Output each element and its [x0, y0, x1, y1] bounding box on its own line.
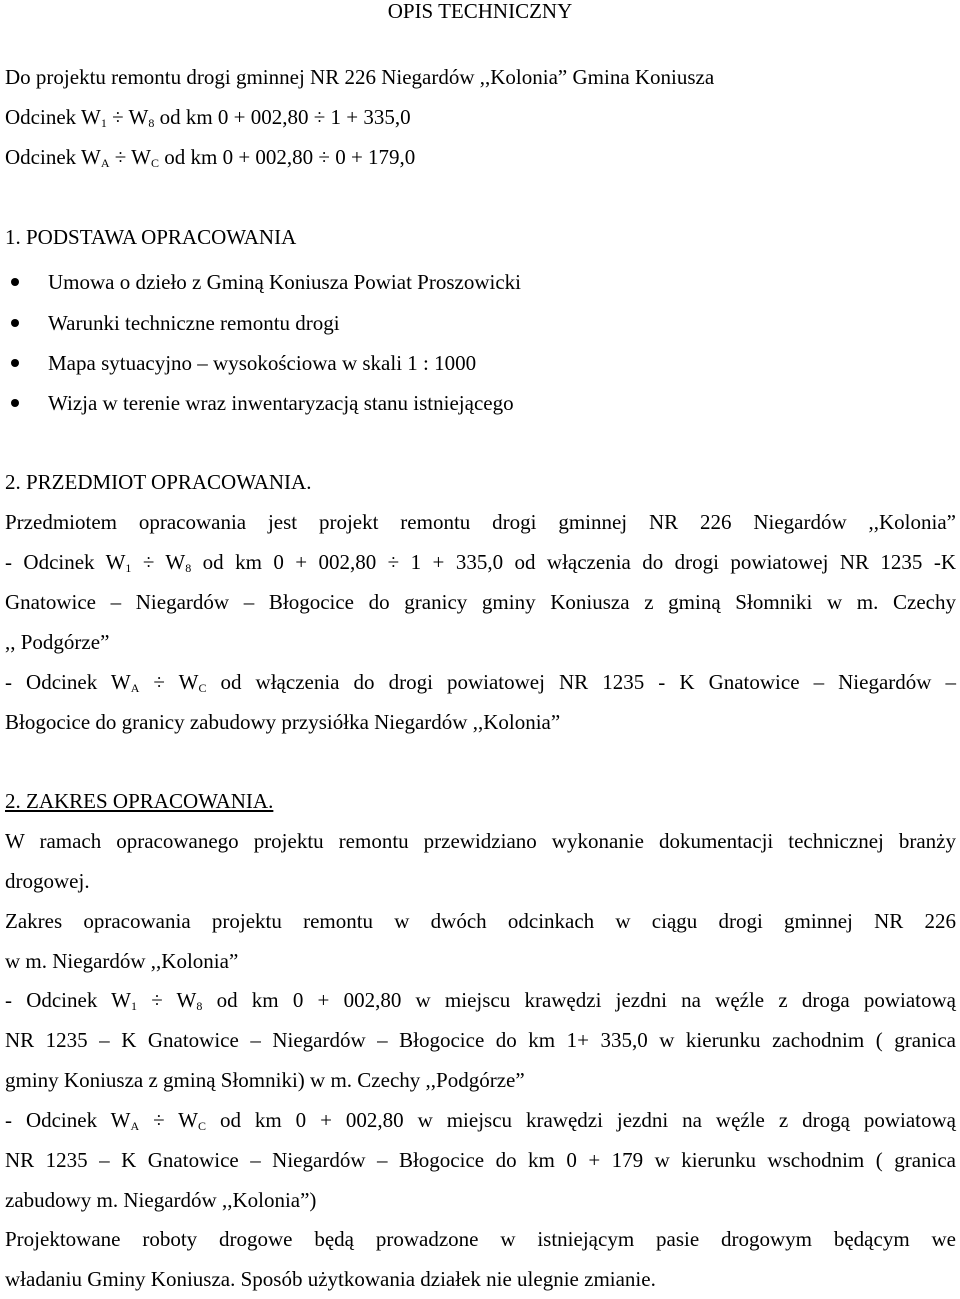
intro-section-wa-wc: Odcinek $W_A \div W_C$ od km 0 + 002,80 ÷ 0 + 179,0	[5, 145, 416, 170]
bullet-item	[0, 303, 956, 343]
intro-section-w1-w8: Odcinek $W_1 \div W_8$ od km 0 + 002,80 ÷ 1 + 335,0	[5, 105, 411, 130]
bullet-dot-icon	[11, 319, 19, 327]
bullet-text: Warunki techniczne remontu drogi	[48, 311, 340, 335]
section3-w1-w8-line: - Odcinek $W_1 \div W_8$ od km 0 + 002,80 w miejscu krawędzi jezdni na węźle z droga powiatową	[5, 988, 957, 1013]
section2-paragraph: Przedmiotem opracowania jest projekt remontu drogi gminnej NR 226 Niegardów ,,Kolonia”	[5, 510, 956, 534]
section3-w1-w8-continued: NR 1235 – K Gnatowice – Niegardów – Błogocice do km 1+ 335,0 w kierunku zachodnim ( granica	[5, 1028, 956, 1052]
section2-w1-w8-line: - Odcinek $W_1 \div W_8$ od km 0 + 002,80 ÷ 1 + 335,0 od włączenia do drogi powiatowej NR 1235 -K	[5, 550, 957, 575]
bullet-item	[0, 383, 956, 423]
section3-wa-wc-line: - Odcinek $W_A \div W_C$ od km 0 + 002,80 w miejscu krawędzi jezdni na węźle z drogą powiatową	[5, 1108, 956, 1133]
section3-wa-wc-continued: NR 1235 – K Gnatowice – Niegardów – Błogocice do km 0 + 179 w kierunku wschodnim ( granica	[5, 1148, 956, 1172]
bullet-text: Umowa o dzieło z Gminą Koniusza Powiat Proszowicki	[48, 270, 521, 294]
section2-heading: 2. PRZEDMIOT OPRACOWANIA.	[5, 470, 312, 494]
section2-wa-wc-continued: Błogocice do granicy zabudowy przysiółka Niegardów ,,Kolonia”	[5, 710, 561, 734]
bullet-text: Mapa sytuacyjno – wysokościowa w skali 1 : 1000	[48, 351, 477, 375]
section2-podgorze: ,, Podgórze”	[5, 630, 110, 654]
section3-scope-end: w m. Niegardów ,,Kolonia”	[5, 949, 239, 973]
section3-paragraph: W ramach opracowanego projektu remontu przewidziano wykonanie dokumentacji technicznej branży	[5, 829, 956, 853]
section3-scope-line: Zakres opracowania projektu remontu w dwóch odcinkach w ciągu drogi gminnej NR 226	[5, 909, 956, 933]
bullet-item	[0, 343, 956, 383]
document-title: OPIS TECHNICZNY	[387, 0, 573, 23]
bullet-dot-icon	[11, 399, 19, 407]
bullet-text: Wizja w terenie wraz inwentaryzacją stanu istniejącego	[48, 391, 514, 415]
bullet-dot-icon	[11, 278, 19, 286]
section3-works-end: władaniu Gminy Koniusza. Sposób użytkowania działek nie ulegnie zmianie.	[5, 1267, 656, 1291]
section3-works-line: Projektowane roboty drogowe będą prowadzone w istniejącym pasie drogowym będącym we	[5, 1227, 956, 1251]
section2-wa-wc-line: - Odcinek $W_A \div W_C$ od włączenia do drogi powiatowej NR 1235 - K Gnatowice – Niegardów –	[5, 670, 956, 695]
bullet-item	[0, 262, 956, 302]
section3-heading: 2. ZAKRES OPRACOWANIA.	[5, 789, 274, 813]
section2-w1-w8-continued: Gnatowice – Niegardów – Błogocice do granicy gminy Koniusza z gminą Słomniki w m. Czechy	[5, 590, 956, 614]
bullet-dot-icon	[11, 359, 19, 367]
section1-heading: 1. PODSTAWA OPRACOWANIA	[5, 225, 297, 249]
intro-project-line: Do projektu remontu drogi gminnej NR 226 Niegardów ,,Kolonia” Gmina Koniusza	[5, 65, 715, 89]
section3-w1-w8-end: gminy Koniusza z gminą Słomniki) w m. Czechy ,,Podgórze”	[5, 1068, 525, 1092]
section3-paragraph-end: drogowej.	[5, 869, 90, 893]
section3-wa-wc-end: zabudowy m. Niegardów ,,Kolonia”)	[5, 1188, 317, 1212]
